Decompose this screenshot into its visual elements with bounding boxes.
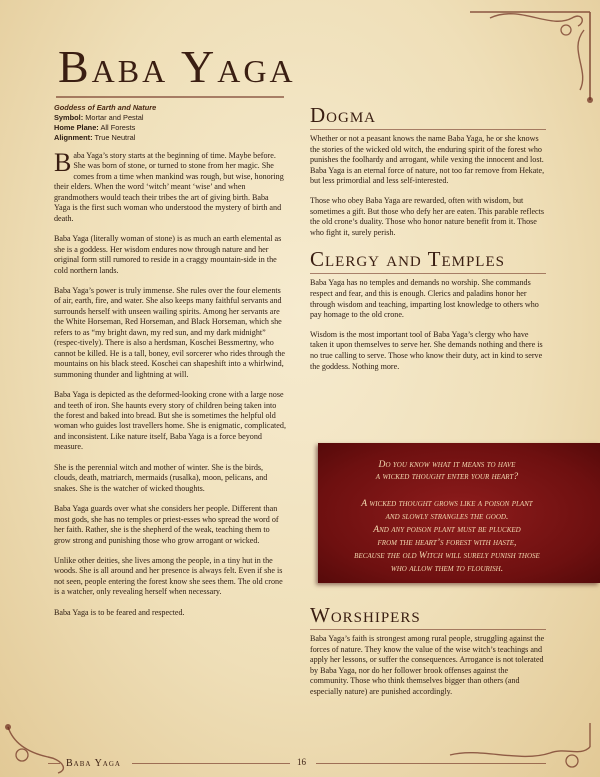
quote-line: Do you know what it means to have bbox=[378, 459, 516, 470]
footer-title: Baba Yaga bbox=[66, 758, 121, 769]
quote-line: who allow them to flourish. bbox=[390, 563, 504, 574]
corner-ornament-top-right-icon bbox=[450, 0, 600, 110]
body-paragraph: Unlike other deities, she lives among the people, in a tiny hut in the woods. She is all around and her presence is always felt. Even if she is not seen, people entering the forest know she sees them. The old crone is a watcher, only revealing herself when necessary. bbox=[54, 555, 283, 597]
deity-alignment-row bbox=[54, 133, 286, 143]
section-heading-dogma: Dogma bbox=[310, 103, 546, 130]
footer-rule-mid-left bbox=[132, 763, 290, 764]
quote-box bbox=[318, 443, 600, 583]
footer-rule-left bbox=[48, 763, 60, 764]
deity-alignment-label: Alignment: bbox=[54, 133, 93, 142]
drop-cap: B bbox=[54, 148, 72, 177]
deity-role: Goddess of Earth and Nature bbox=[54, 103, 157, 112]
page-number: 16 bbox=[297, 757, 306, 767]
section-heading-worshipers: Worshipers bbox=[310, 603, 546, 630]
body-paragraph: Baba Yaga guards over what she considers her people. Different than most gods, she has no temples or priest-esses who spread the word of her faith. Rather, she is the shepherd of the weak, teaching them to grow strong and punishing those who grow arrogant or wicked. bbox=[54, 504, 279, 545]
body-paragraph: She is the perennial witch and mother of winter. She is the birds, clouds, death, matriarch, mermaids (rusalka), moon, pelicans, and snakes. She is the watcher of wicked thoughts. bbox=[54, 462, 268, 493]
body-paragraph: Baba Yaga (literally woman of stone) is as much an earth elemental as she is a goddess. Her wisdom endures now through nature and her original form still rumored to reside in a craggy mountain-side in the cold northern lands. bbox=[54, 234, 282, 275]
page-title: Baba Yaga bbox=[58, 41, 296, 92]
worshipers-paragraph: Baba Yaga’s faith is strongest among rural people, struggling against the forces of nature. They know the value of the wise witch’s teachings and apply her lessons, or suffer the consequences. Arrogance is not tolerated by Baba Yaga, nor do her follower brook offenses against the community. Those who think themselves bigger than others (and especially nature) are punished accordingly. bbox=[310, 634, 545, 696]
body-paragraph: Baba Yaga’s power is truly immense. She rules over the four elements of air, earth, fire, and water. She also keeps many faithful servants and surrounds herself with unseen wailing spirits. Among her servants are the White Horseman, Red Horseman, and Black Horseman, which she refers to as “my bright dawn, my red sun, and my dark midnight” (respec-tively). There is also a herdsman, Koschei Bessmertny, who cannot be killed. He is a tall, boney, evil sorcerer who rides through the mountains on his black steed. Koschei can shapeshift into a whirlwind, summoning thunder and lightning at will. bbox=[54, 285, 285, 379]
deity-alignment: True Neutral bbox=[94, 133, 136, 142]
deity-plane-row bbox=[54, 123, 286, 133]
clergy-paragraph: Baba Yaga has no temples and demands no worship. She commands respect and fear, and this is enough. Clerics and paladins honor her through wisdom and teaching, imparting lost knowledge to others who pay homage to the old crone. bbox=[310, 278, 539, 320]
intro-text: aba Yaga’s story starts at the beginning of time. Maybe before. She was born of stone, or turned to stone from her magic. She comes from a time when mankind was rough, but wise, honoring their elders. When the word ‘witch’ meant ‘wise’ and when grandmothers would teach their tribes the art of giving birth. Baba Yaga is the first such woman who understood the mystery of birth and death. bbox=[54, 151, 284, 223]
dogma-paragraph: Whether or not a peasant knows the name Baba Yaga, he or she knows the stories of the wicked old witch, the enduring spirit of the forest who punishes the foolhardy and arrogant, while vexing the innocent and lost. Baba Yaga is an eternal force of nature, not too far remove from Hekate, but less primordial and less self-interested. bbox=[310, 134, 545, 186]
deity-plane: All Forests bbox=[100, 123, 136, 132]
deity-symbol-row bbox=[54, 113, 286, 123]
footer-rule-right bbox=[316, 763, 546, 764]
quote-line: and slowly strangles the good. bbox=[385, 511, 509, 522]
quote-line: from the heart’s forest with haste, bbox=[377, 537, 517, 548]
quote-line: because the old Witch will surely punish those bbox=[354, 550, 540, 561]
deity-stat-block bbox=[54, 103, 286, 143]
section-heading-clergy: Clergy and Temples bbox=[310, 247, 546, 274]
quote-line: a wicked thought enter your heart? bbox=[375, 471, 519, 482]
quote-line: A wicked thought grows like a poison plant bbox=[361, 498, 533, 509]
dogma-paragraph: Those who obey Baba Yaga are rewarded, often with wisdom, but sometimes a gift. But those who defy her are eaten. This parable reflects the old crone’s duality. Those who honor nature benefit from it. Those who fight it, surely perish. bbox=[310, 195, 545, 237]
worshipers-section bbox=[310, 603, 546, 707]
corner-ornament-bottom-right-icon bbox=[440, 717, 600, 777]
deity-plane-label: Home Plane: bbox=[54, 123, 99, 132]
intro-paragraph bbox=[54, 148, 286, 224]
quote-line: And any poison plant must be plucked bbox=[373, 524, 521, 535]
clergy-paragraph: Wisdom is the most important tool of Baba Yaga’s clergy who have taken it upon themselves to serve her. She demands nothing and there is no true calling to serve. Those who know their duty, act in kind to serve the goddess. Nothing more. bbox=[310, 329, 543, 371]
deity-symbol: Mortar and Pestal bbox=[85, 113, 144, 122]
right-column bbox=[310, 103, 546, 381]
title-divider bbox=[56, 96, 284, 98]
body-paragraph: Baba Yaga is depicted as the deformed-looking crone with a large nose and teeth of iron. She haunts every story of children being taken into the forest and baked into bread. But she is sometimes the helpful old woman who guides lost travellers home. She is enigmatic, complicated, and inconsistent. Like nature itself, Baba Yaga is a force beyond measure. bbox=[54, 390, 286, 452]
left-column bbox=[54, 103, 286, 628]
body-paragraph: Baba Yaga is to be feared and respected. bbox=[54, 607, 185, 617]
deity-symbol-label: Symbol: bbox=[54, 113, 84, 122]
